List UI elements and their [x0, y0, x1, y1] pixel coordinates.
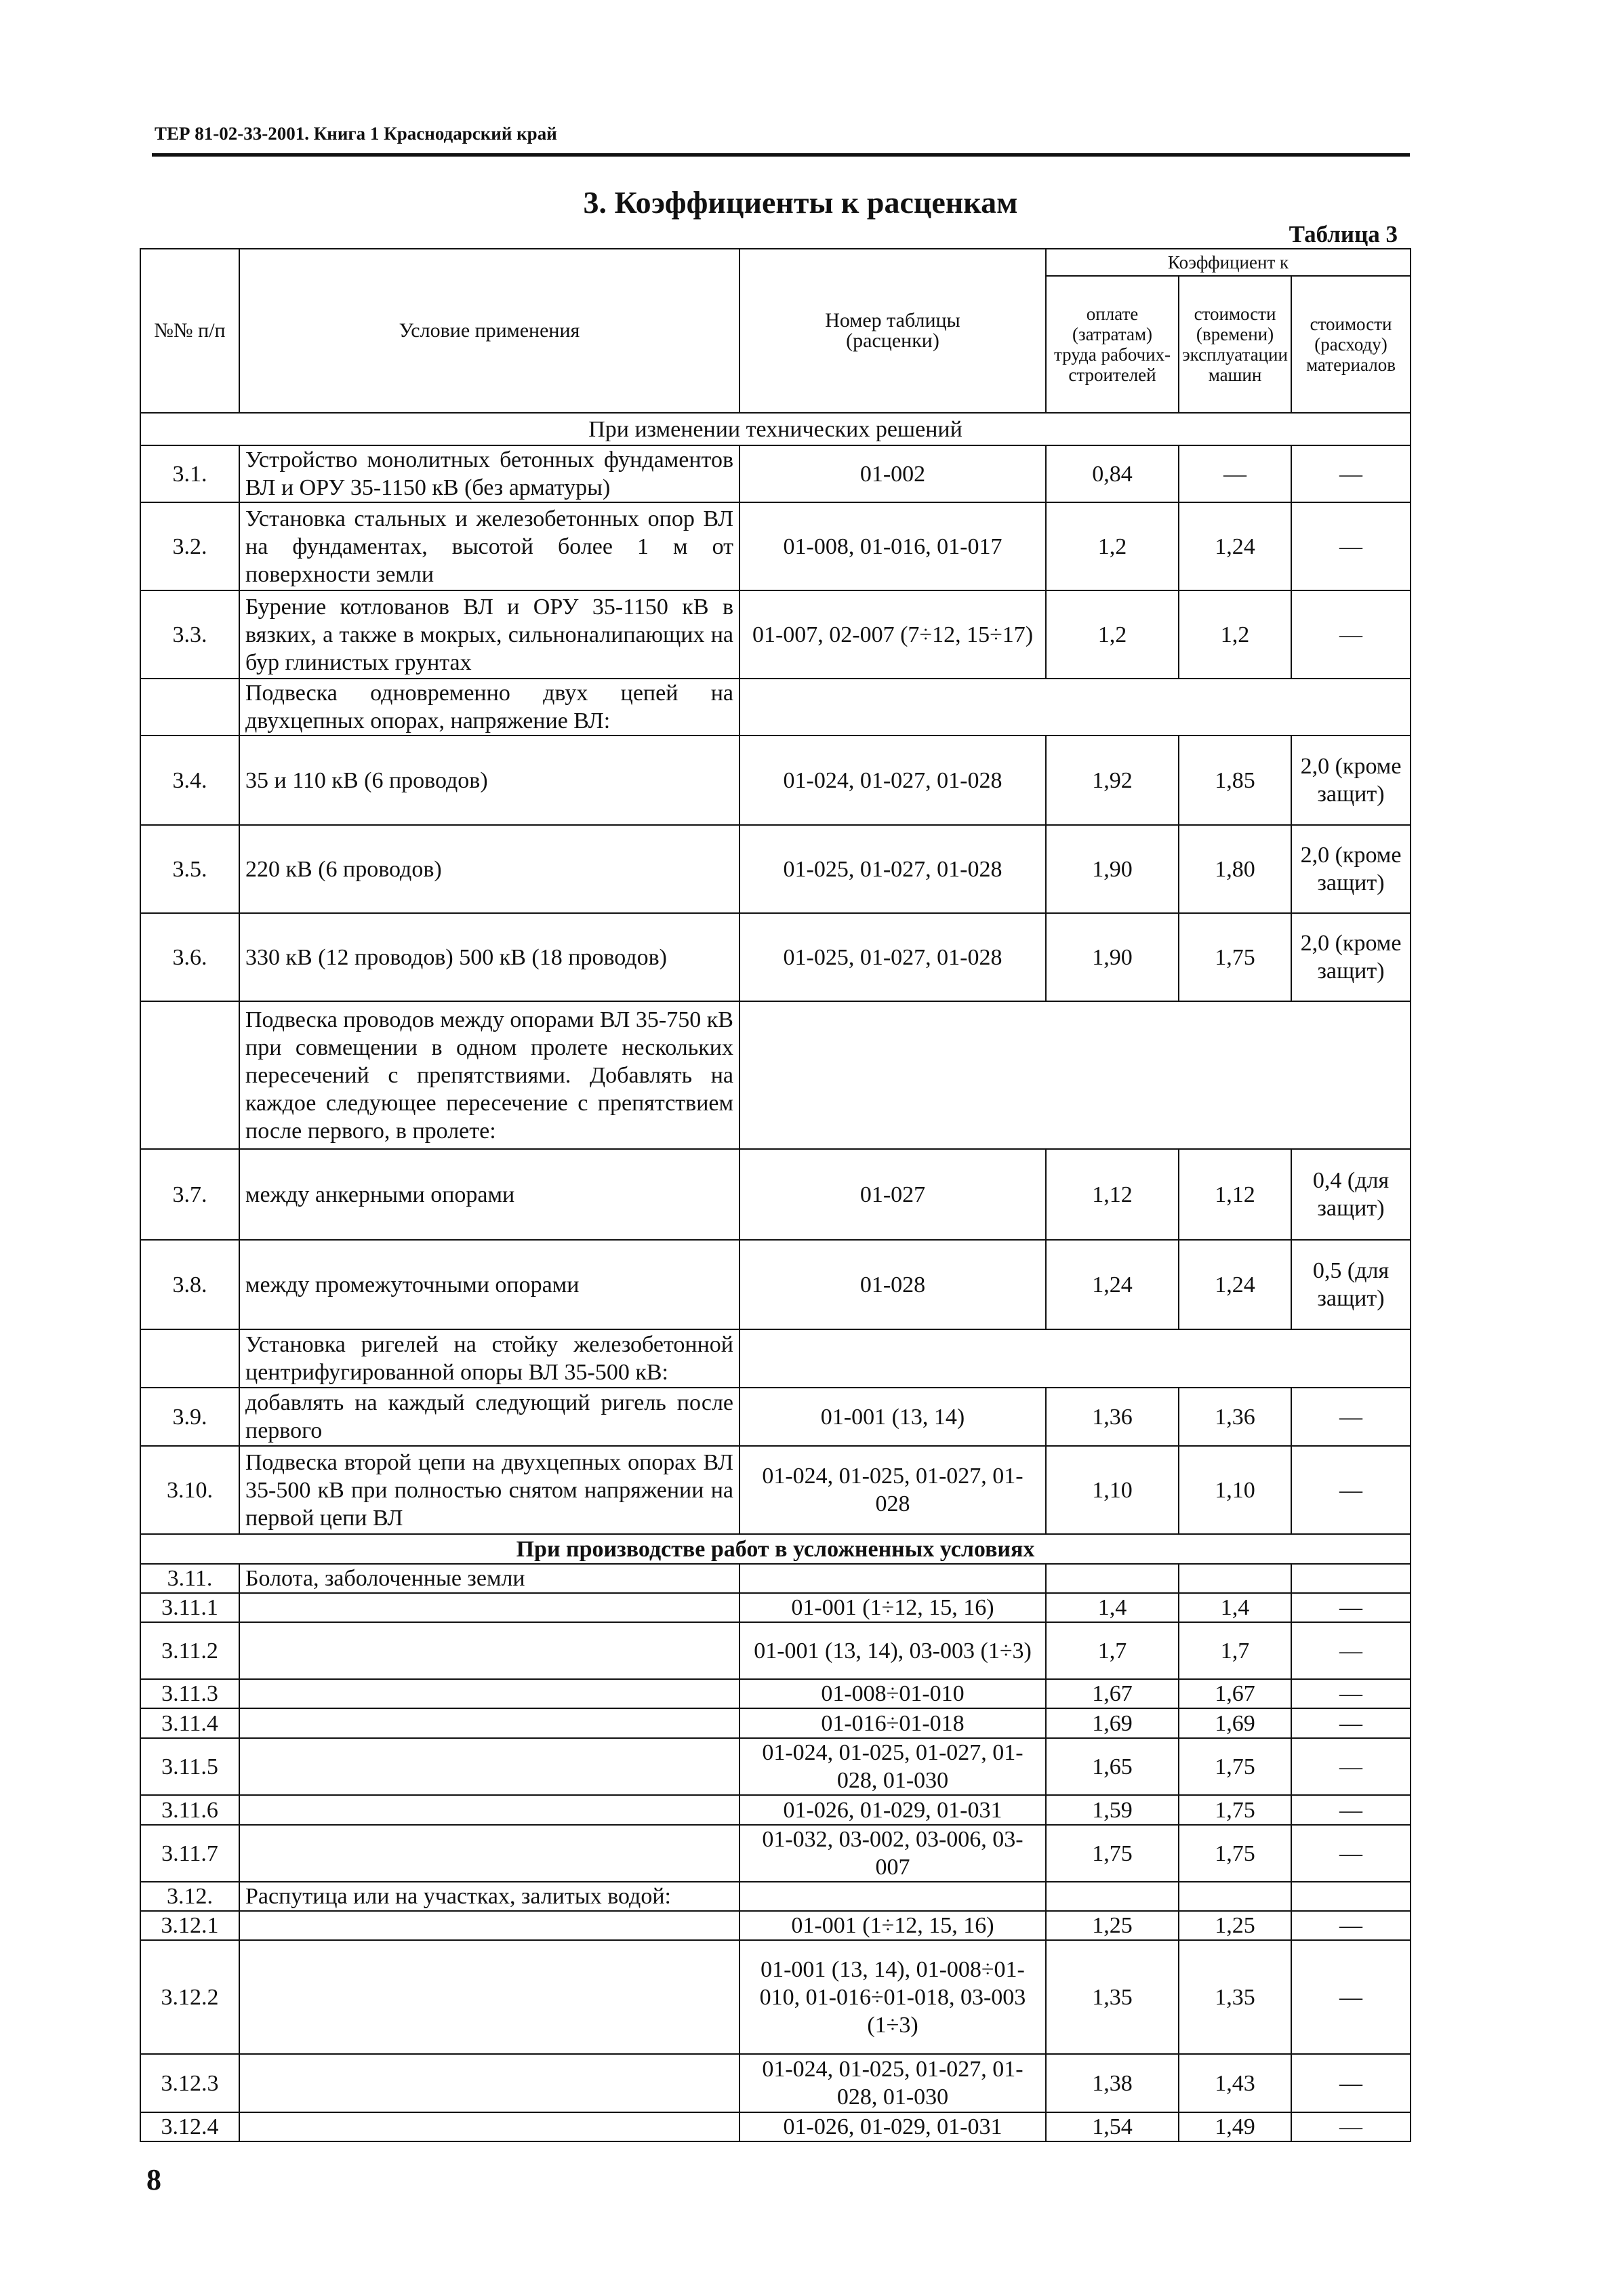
- row-condition: [239, 2112, 739, 2141]
- row-condition: между промежуточными опорами: [239, 1240, 739, 1329]
- row-number: 3.11.1: [140, 1593, 239, 1622]
- row-coef-materials: —: [1291, 1622, 1411, 1679]
- row-number: 3.6.: [140, 913, 239, 1001]
- row-table-number: 01-001 (13, 14): [739, 1388, 1046, 1446]
- row-table-number: 01-001 (13, 14), 03-003 (1÷3): [739, 1622, 1046, 1679]
- table-row: [140, 1329, 1411, 1388]
- row-number: 3.3.: [140, 590, 239, 679]
- row-number: 3.12.2: [140, 1940, 239, 2054]
- table-row: [140, 1940, 1411, 2054]
- row-number: 3.4.: [140, 736, 239, 825]
- row-number: 3.11.5: [140, 1738, 239, 1795]
- table-row: [140, 1911, 1411, 1940]
- row-number: 3.11.2: [140, 1622, 239, 1679]
- row-condition: Распутица или на участках, залитых водой:: [239, 1882, 739, 1911]
- row-number: 3.11.4: [140, 1708, 239, 1738]
- row-table-number: 01-001 (13, 14), 01-008÷01-010, 01-016÷01-018, 03-003 (1÷3): [739, 1940, 1046, 2054]
- row-number: 3.10.: [140, 1446, 239, 1534]
- row-coef-labor: 1,4: [1046, 1593, 1179, 1622]
- row-table-number: 01-024, 01-025, 01-027, 01-028: [739, 1446, 1046, 1534]
- row-coef-materials: [1291, 1882, 1411, 1911]
- table-row: [140, 413, 1411, 445]
- row-coef-materials: —: [1291, 2054, 1411, 2112]
- row-coef-labor: 1,12: [1046, 1149, 1179, 1240]
- row-coef-machines: 1,69: [1179, 1708, 1291, 1738]
- table-row: [140, 1622, 1411, 1679]
- row-coef-labor: 1,10: [1046, 1446, 1179, 1534]
- table-row: [140, 502, 1411, 590]
- row-number: 3.12.: [140, 1882, 239, 1911]
- row-coef-machines: 1,10: [1179, 1446, 1291, 1534]
- row-coef-labor: 1,24: [1046, 1240, 1179, 1329]
- row-number: 3.12.1: [140, 1911, 239, 1940]
- coefficients-table: [140, 248, 1411, 2142]
- row-condition: [239, 1593, 739, 1622]
- row-condition: 220 кВ (6 проводов): [239, 825, 739, 913]
- table-row: [140, 1388, 1411, 1446]
- table-row: [140, 2112, 1411, 2141]
- row-table-number: [739, 1564, 1046, 1593]
- header-condition: Условие применения: [239, 249, 739, 413]
- row-coef-labor: 1,69: [1046, 1708, 1179, 1738]
- row-coef-materials: 0,4 (для защит): [1291, 1149, 1411, 1240]
- row-number: 3.8.: [140, 1240, 239, 1329]
- row-coef-materials: 2,0 (кроме защит): [1291, 736, 1411, 825]
- row-coef-materials: 2,0 (кроме защит): [1291, 825, 1411, 913]
- header-num: №№ п/п: [140, 249, 239, 413]
- row-coef-machines: [1179, 1564, 1291, 1593]
- row-condition: Подвеска проводов между опорами ВЛ 35-750 кВ при совмещении в одном пролете нескольких пересечений с препятствиями. Добавлять на каждое следующее пересечение с препятствием после первого, в пролете:: [239, 1001, 739, 1149]
- row-coef-materials: —: [1291, 1738, 1411, 1795]
- table-row: [140, 913, 1411, 1001]
- table-row: [140, 1882, 1411, 1911]
- row-coef-machines: 1,80: [1179, 825, 1291, 913]
- row-number: 3.7.: [140, 1149, 239, 1240]
- row-coef-materials: [1291, 1564, 1411, 1593]
- row-empty: [739, 679, 1411, 736]
- table-row: [140, 1708, 1411, 1738]
- row-number: [140, 1329, 239, 1388]
- page-number: 8: [146, 2163, 161, 2196]
- row-condition: между анкерными опорами: [239, 1149, 739, 1240]
- row-coef-materials: —: [1291, 1679, 1411, 1708]
- row-coef-machines: 1,35: [1179, 1940, 1291, 2054]
- row-number: 3.9.: [140, 1388, 239, 1446]
- table-row: [140, 1240, 1411, 1329]
- row-table-number: 01-025, 01-027, 01-028: [739, 913, 1046, 1001]
- row-table-number: 01-028: [739, 1240, 1046, 1329]
- row-coef-labor: 1,65: [1046, 1738, 1179, 1795]
- table-row: [140, 1446, 1411, 1534]
- row-number: [140, 679, 239, 736]
- row-condition: Установка ригелей на стойку железобетонной центрифугированной опоры ВЛ 35-500 кВ:: [239, 1329, 739, 1388]
- row-coef-machines: 1,75: [1179, 1795, 1291, 1825]
- row-table-number: 01-002: [739, 445, 1046, 502]
- table-row: [140, 1149, 1411, 1240]
- row-coef-materials: —: [1291, 2112, 1411, 2141]
- row-condition: Болота, заболоченные земли: [239, 1564, 739, 1593]
- row-coef-machines: 1,24: [1179, 1240, 1291, 1329]
- row-coef-labor: 1,67: [1046, 1679, 1179, 1708]
- row-condition: [239, 1622, 739, 1679]
- row-coef-machines: 1,2: [1179, 590, 1291, 679]
- table-row: [140, 1738, 1411, 1795]
- row-condition: [239, 1679, 739, 1708]
- row-table-number: 01-008÷01-010: [739, 1679, 1046, 1708]
- header-materials: стоимости (расходу) материалов: [1291, 276, 1411, 413]
- row-coef-labor: 0,84: [1046, 445, 1179, 502]
- row-table-number: 01-025, 01-027, 01-028: [739, 825, 1046, 913]
- row-coef-labor: 1,2: [1046, 590, 1179, 679]
- row-number: 3.2.: [140, 502, 239, 590]
- row-coef-labor: 1,90: [1046, 825, 1179, 913]
- row-coef-labor: 1,36: [1046, 1388, 1179, 1446]
- row-coef-materials: —: [1291, 1825, 1411, 1882]
- row-table-number: 01-032, 03-002, 03-006, 03-007: [739, 1825, 1046, 1882]
- row-condition: [239, 2054, 739, 2112]
- table-row: [140, 736, 1411, 825]
- row-coef-labor: 1,35: [1046, 1940, 1179, 2054]
- header-machines: стоимости (времени) эксплуатации машин: [1179, 276, 1291, 413]
- row-table-number: 01-024, 01-025, 01-027, 01-028, 01-030: [739, 2054, 1046, 2112]
- row-coef-machines: 1,85: [1179, 736, 1291, 825]
- table-row: [140, 1001, 1411, 1149]
- row-table-number: 01-007, 02-007 (7÷12, 15÷17): [739, 590, 1046, 679]
- row-condition: 35 и 110 кВ (6 проводов): [239, 736, 739, 825]
- table-body: [140, 413, 1411, 2141]
- row-coef-materials: —: [1291, 445, 1411, 502]
- row-coef-machines: 1,67: [1179, 1679, 1291, 1708]
- table-row: [140, 1534, 1411, 1564]
- row-table-number: 01-027: [739, 1149, 1046, 1240]
- row-coef-labor: 1,59: [1046, 1795, 1179, 1825]
- section-heading: При производстве работ в усложненных условиях: [140, 1534, 1411, 1564]
- row-coef-labor: 1,90: [1046, 913, 1179, 1001]
- table-row: [140, 825, 1411, 913]
- row-number: [140, 1001, 239, 1149]
- row-condition: [239, 1795, 739, 1825]
- row-coef-materials: —: [1291, 590, 1411, 679]
- header-labor: оплате (затратам) труда рабочих-строителей: [1046, 276, 1179, 413]
- row-coef-materials: —: [1291, 1911, 1411, 1940]
- row-coef-labor: 1,25: [1046, 1911, 1179, 1940]
- row-coef-materials: —: [1291, 1388, 1411, 1446]
- row-number: 3.11.7: [140, 1825, 239, 1882]
- row-coef-machines: 1,12: [1179, 1149, 1291, 1240]
- header-table-number: Номер таблицы (расценки): [739, 249, 1046, 413]
- row-condition: добавлять на каждый следующий ригель после первого: [239, 1388, 739, 1446]
- row-coef-materials: —: [1291, 1708, 1411, 1738]
- row-table-number: [739, 1882, 1046, 1911]
- row-empty: [739, 1329, 1411, 1388]
- row-table-number: 01-008, 01-016, 01-017: [739, 502, 1046, 590]
- header-coefficient-group: Коэффициент к: [1046, 249, 1411, 276]
- section-title: 3. Коэффициенты к расценкам: [583, 185, 1018, 220]
- row-table-number: 01-001 (1÷12, 15, 16): [739, 1911, 1046, 1940]
- row-number: 3.11.3: [140, 1679, 239, 1708]
- row-coef-labor: 1,38: [1046, 2054, 1179, 2112]
- row-coef-materials: —: [1291, 1940, 1411, 2054]
- row-coef-machines: 1,4: [1179, 1593, 1291, 1622]
- row-coef-labor: 1,75: [1046, 1825, 1179, 1882]
- row-condition: [239, 1911, 739, 1940]
- row-condition: [239, 1825, 739, 1882]
- table-label: Таблица 3: [1289, 221, 1398, 247]
- row-number: 3.12.3: [140, 2054, 239, 2112]
- row-coef-machines: 1,75: [1179, 913, 1291, 1001]
- row-condition: [239, 1708, 739, 1738]
- row-coef-machines: 1,75: [1179, 1738, 1291, 1795]
- table-header: [140, 249, 1411, 413]
- row-coef-labor: 1,54: [1046, 2112, 1179, 2141]
- row-number: 3.12.4: [140, 2112, 239, 2141]
- row-coef-materials: 0,5 (для защит): [1291, 1240, 1411, 1329]
- row-empty: [739, 1001, 1411, 1149]
- row-coef-materials: —: [1291, 1446, 1411, 1534]
- row-table-number: 01-024, 01-027, 01-028: [739, 736, 1046, 825]
- row-coef-machines: 1,25: [1179, 1911, 1291, 1940]
- row-condition: Подвеска второй цепи на двухцепных опорах ВЛ 35-500 кВ при полностью снятом напряжении на первой цепи ВЛ: [239, 1446, 739, 1534]
- row-number: 3.5.: [140, 825, 239, 913]
- table-row: [140, 679, 1411, 736]
- running-header: ТЕР 81-02-33-2001. Книга 1 Краснодарский край: [155, 123, 557, 144]
- table-row: [140, 1564, 1411, 1593]
- row-table-number: 01-016÷01-018: [739, 1708, 1046, 1738]
- row-coef-labor: [1046, 1882, 1179, 1911]
- section-heading: При изменении технических решений: [140, 413, 1411, 445]
- row-coef-machines: 1,7: [1179, 1622, 1291, 1679]
- table-row: [140, 1679, 1411, 1708]
- row-coef-labor: [1046, 1564, 1179, 1593]
- row-number: 3.11.: [140, 1564, 239, 1593]
- header-rule: [152, 153, 1410, 157]
- table-row: [140, 1795, 1411, 1825]
- row-coef-materials: —: [1291, 1593, 1411, 1622]
- row-condition: Устройство монолитных бетонных фундаментов ВЛ и ОРУ 35-1150 кВ (без арматуры): [239, 445, 739, 502]
- row-table-number: 01-001 (1÷12, 15, 16): [739, 1593, 1046, 1622]
- row-number: 3.1.: [140, 445, 239, 502]
- row-number: 3.11.6: [140, 1795, 239, 1825]
- row-coef-materials: —: [1291, 1795, 1411, 1825]
- row-coef-machines: [1179, 1882, 1291, 1911]
- row-table-number: 01-026, 01-029, 01-031: [739, 2112, 1046, 2141]
- row-condition: [239, 1738, 739, 1795]
- row-coef-machines: 1,36: [1179, 1388, 1291, 1446]
- row-coef-labor: 1,7: [1046, 1622, 1179, 1679]
- row-coef-machines: 1,75: [1179, 1825, 1291, 1882]
- row-coef-machines: 1,49: [1179, 2112, 1291, 2141]
- table-row: [140, 1825, 1411, 1882]
- row-condition: Установка стальных и железобетонных опор ВЛ на фундаментах, высотой более 1 м от поверхности земли: [239, 502, 739, 590]
- table-row: [140, 1593, 1411, 1622]
- row-coef-materials: 2,0 (кроме защит): [1291, 913, 1411, 1001]
- row-coef-machines: —: [1179, 445, 1291, 502]
- row-table-number: 01-026, 01-029, 01-031: [739, 1795, 1046, 1825]
- row-coef-machines: 1,43: [1179, 2054, 1291, 2112]
- row-coef-labor: 1,92: [1046, 736, 1179, 825]
- row-table-number: 01-024, 01-025, 01-027, 01-028, 01-030: [739, 1738, 1046, 1795]
- table-row: [140, 590, 1411, 679]
- row-condition: [239, 1940, 739, 2054]
- row-condition: 330 кВ (12 проводов) 500 кВ (18 проводов): [239, 913, 739, 1001]
- table-row: [140, 445, 1411, 502]
- row-coef-machines: 1,24: [1179, 502, 1291, 590]
- row-condition: Подвеска одновременно двух цепей на двухцепных опорах, напряжение ВЛ:: [239, 679, 739, 736]
- table-row: [140, 2054, 1411, 2112]
- row-coef-labor: 1,2: [1046, 502, 1179, 590]
- row-condition: Бурение котлованов ВЛ и ОРУ 35-1150 кВ в вязких, а также в мокрых, сильноналипающих на бур глинистых грунтах: [239, 590, 739, 679]
- row-coef-materials: —: [1291, 502, 1411, 590]
